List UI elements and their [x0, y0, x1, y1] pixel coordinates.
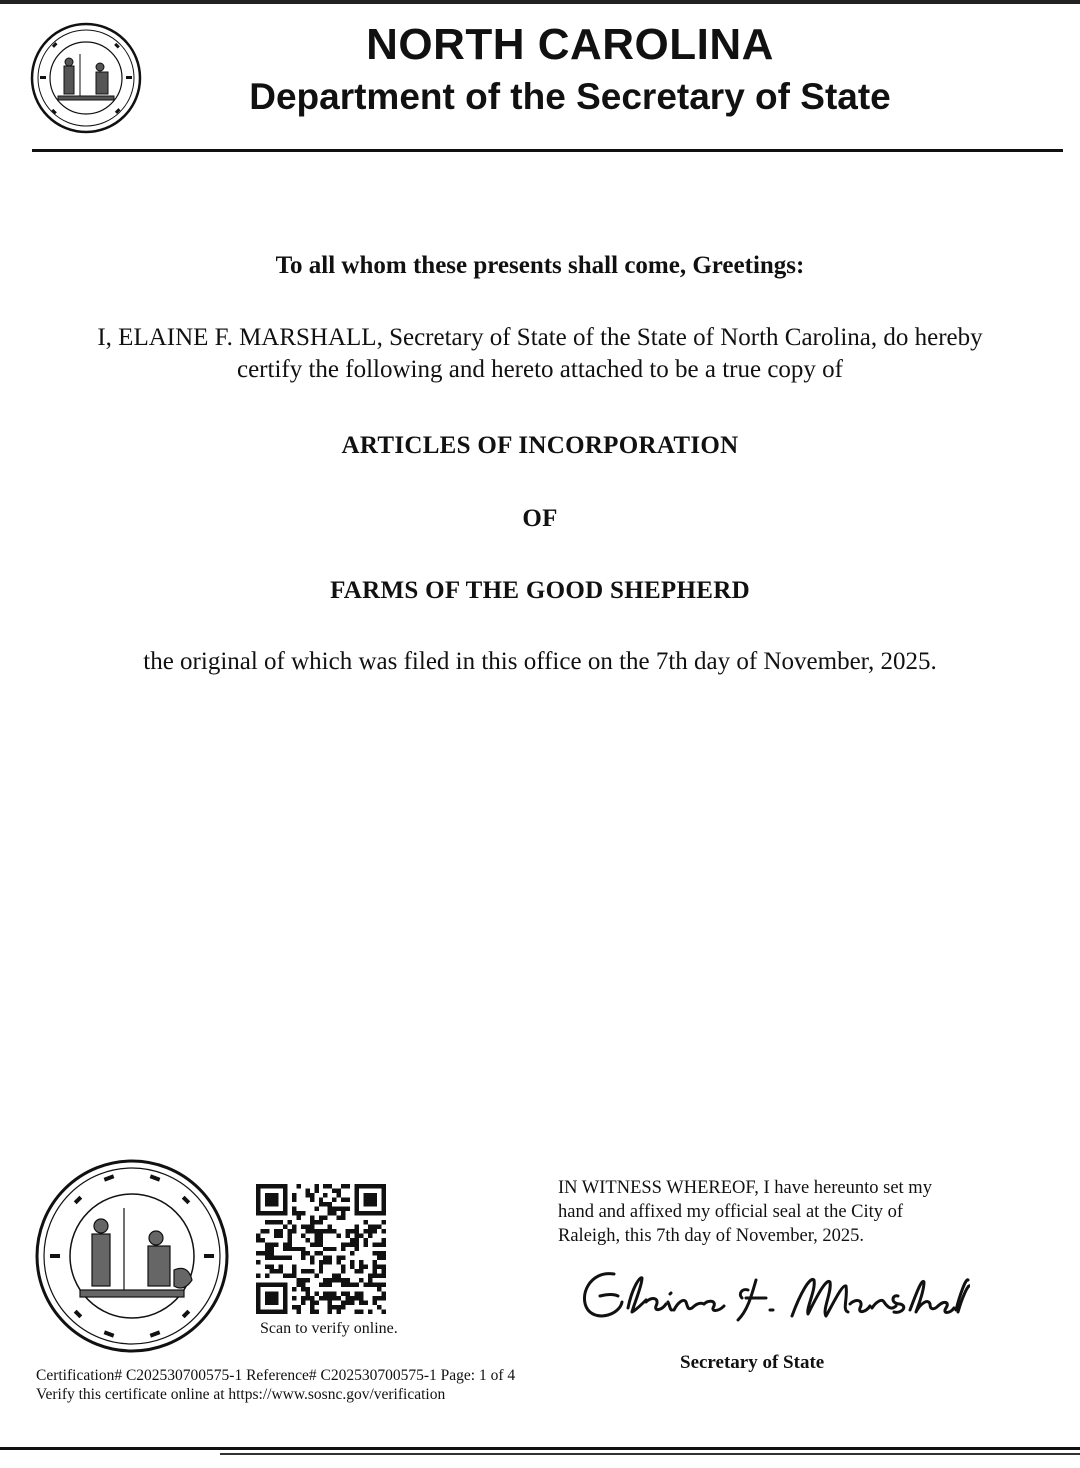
certification-statement	[40, 322, 1040, 386]
qr-code-icon[interactable]	[256, 1184, 386, 1314]
witness-line-1: IN WITNESS WHEREOF, I have hereunto set my	[558, 1178, 932, 1198]
witness-statement	[558, 1176, 1028, 1248]
header-department-name: Department of the Secretary of State	[249, 76, 891, 117]
certification-info	[36, 1366, 515, 1404]
footer-divider-secondary	[220, 1453, 1080, 1455]
witness-line-2: hand and affixed my official seal at the City of	[558, 1202, 904, 1222]
header-divider	[32, 149, 1063, 152]
signatory-title: Secretary of State	[680, 1352, 825, 1373]
verification-url-line: Verify this certificate online at https://www.sosnc.gov/verification	[36, 1386, 446, 1403]
header-state-name: NORTH CAROLINA	[366, 20, 774, 69]
department-seal-icon	[34, 1158, 230, 1354]
footer-divider	[0, 1447, 1080, 1450]
filing-statement: the original of which was filed in this office on the 7th day of November, 2025.	[143, 648, 937, 675]
entity-name: FARMS OF THE GOOD SHEPHERD	[330, 577, 750, 604]
greeting: To all whom these presents shall come, Greetings:	[275, 252, 805, 279]
witness-line-3: Raleigh, this 7th day of November, 2025.	[558, 1226, 864, 1246]
document-of: OF	[522, 505, 558, 532]
state-seal-icon	[30, 22, 142, 134]
certification-numbers: Certification# C202530700575-1 Reference# C202530700575-1 Page: 1 of 4	[36, 1367, 516, 1384]
scan-to-verify-caption: Scan to verify online.	[260, 1320, 398, 1337]
document-type: ARTICLES OF INCORPORATION	[341, 432, 739, 459]
certify-line-2: certify the following and hereto attached to be a true copy of	[236, 356, 843, 383]
signature-image	[570, 1258, 970, 1338]
letterhead	[0, 0, 1080, 160]
certify-line-1: I, ELAINE F. MARSHALL, Secretary of State of the State of North Carolina, do hereby	[97, 324, 983, 351]
